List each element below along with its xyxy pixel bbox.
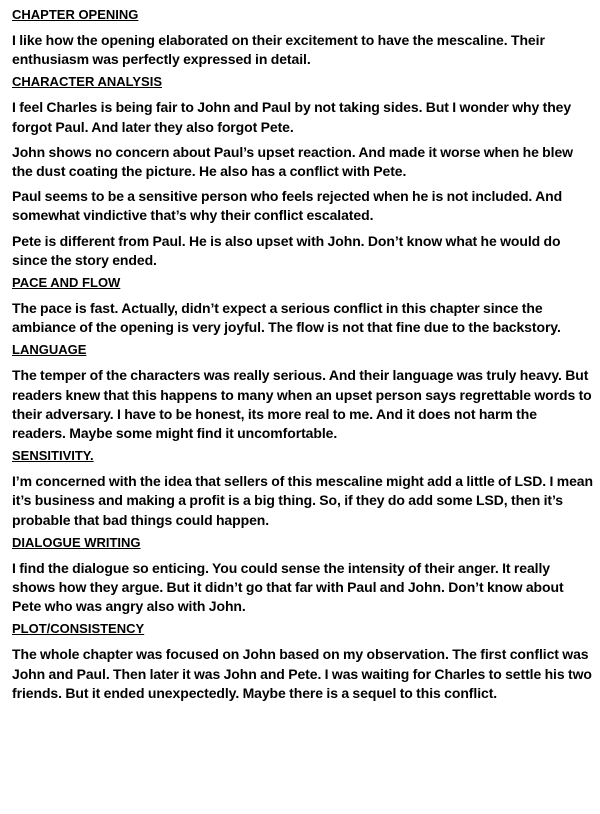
section-heading-language: LANGUAGE	[12, 342, 87, 358]
section-heading-pace-and-flow: PACE AND FLOW	[12, 275, 121, 291]
character-analysis-paragraph-1: I feel Charles is being fair to John and Paul by not taking sides. But I wonder why they forgot Paul. And later they also forgot Pete.	[12, 99, 572, 135]
dialogue-writing-paragraph: I find the dialogue so enticing. You could sense the intensity of their anger. It really shows how they argue. But it didn’t go that far with Paul and John. Don’t know about Pete who was angry also with John.	[12, 559, 564, 615]
language-paragraph: The temper of the characters was really serious. And their language was truly heavy. But readers knew that this happens to many when an upset person says regrettable words to their adversary. I have to be honest, its more real to me. And it does not harm the readers. Maybe some might find it uncomfortable.	[12, 367, 592, 442]
pace-and-flow-paragraph: The pace is fast. Actually, didn’t expect a serious conflict in this chapter since the ambiance of the opening is very joyful. The flow is not that fine due to the backstory.	[12, 300, 561, 336]
plot-consistency-paragraph: The whole chapter was focused on John based on my observation. The first conflict was John and Paul. Then later it was John and Pete. I was waiting for Charles to settle his two friends. But it ended unexpectedly. Maybe there is a sequel to this conflict.	[12, 646, 592, 701]
chapter-opening-paragraph: I like how the opening elaborated on their excitement to have the mescaline. Their enthusiasm was perfectly expressed in detail.	[12, 32, 545, 68]
sensitivity-paragraph: I’m concerned with the idea that sellers of this mescaline might add a little of LSD. I mean it’s business and making a profit is a big thing. So, if they do add some LSD, then it’s probable that bad things could happen.	[12, 473, 593, 528]
section-heading-character-analysis: CHARACTER ANALYSIS	[12, 74, 162, 90]
document-page	[12, 5, 594, 703]
character-analysis-paragraph-2: John shows no concern about Paul’s upset reaction. And made it worse when he blew the dust coating the picture. He also has a conflict with Pete.	[12, 143, 573, 180]
section-heading-dialogue-writing: DIALOGUE WRITING	[12, 534, 141, 550]
character-analysis-paragraph-4: Pete is different from Paul. He is also upset with John. Don’t know what he would do since the story ended.	[12, 232, 561, 268]
section-heading-sensitivity: SENSITIVITY.	[12, 448, 94, 464]
character-analysis-paragraph-3: Paul seems to be a sensitive person who feels rejected when he is not included. And somewhat vindictive that’s why their conflict escalated.	[12, 188, 563, 224]
section-heading-plot-consistency: PLOT/CONSISTENCY	[12, 621, 145, 637]
section-heading-chapter-opening: CHAPTER OPENING	[12, 7, 139, 22]
